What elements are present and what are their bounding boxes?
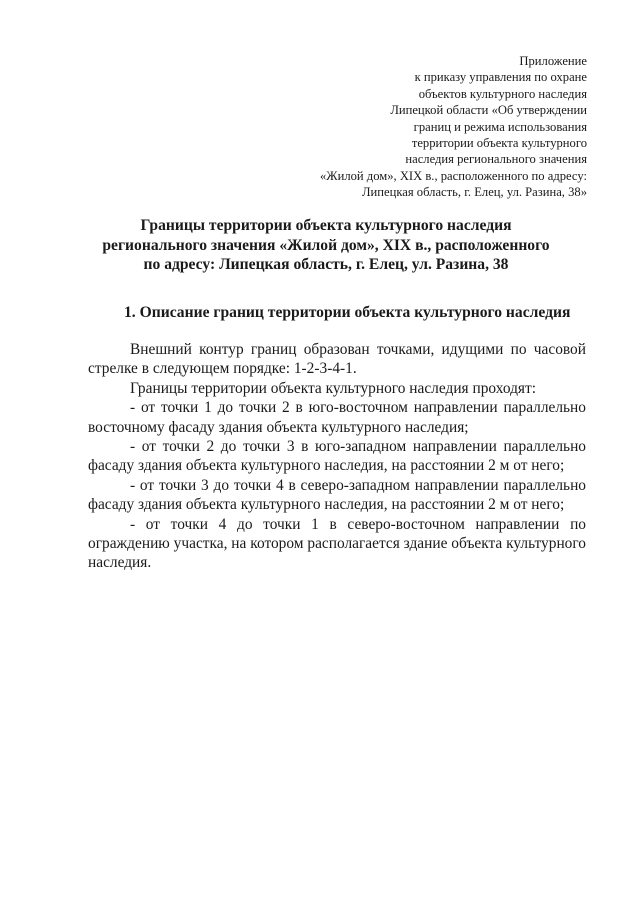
title-line: регионального значения «Жилой дом», XIX в., расположенного bbox=[102, 236, 550, 254]
appendix-line: границ и режима использования bbox=[413, 119, 587, 134]
appendix-line: Приложение bbox=[519, 54, 587, 68]
paragraph: - от точки 3 до точки 4 в северо-западном направлении параллельно фасаду здания объекта культурного наследия, на расстоянии 2 м от него; bbox=[88, 476, 586, 514]
title-line: по адресу: Липецкая область, г. Елец, ул. Разина, 38 bbox=[143, 256, 509, 273]
paragraph: - от точки 4 до точки 1 в северо-восточном направлении по ограждению участка, на котором располагается здание объекта культурного наследия. bbox=[88, 515, 586, 572]
section-body bbox=[88, 340, 586, 573]
document-title bbox=[60, 216, 592, 275]
appendix-note bbox=[247, 53, 587, 201]
appendix-line: Липецкая область, г. Елец, ул. Разина, 38» bbox=[361, 185, 587, 200]
appendix-line: «Жилой дом», XIX в., расположенного по адресу: bbox=[320, 168, 587, 183]
paragraph: - от точки 2 до точки 3 в юго-западном направлении параллельно фасаду здания объекта культурного наследия, на расстоянии 2 м от него; bbox=[88, 438, 586, 475]
paragraph: - от точки 1 до точки 2 в юго-восточном направлении параллельно восточному фасаду здания объекта культурного наследия; bbox=[88, 399, 586, 436]
appendix-line: к приказу управления по охране bbox=[414, 70, 587, 85]
section-heading: 1. Описание границ территории объекта культурного наследия bbox=[124, 304, 571, 321]
appendix-line: территории объекта культурного bbox=[411, 136, 587, 151]
appendix-line: Липецкой области «Об утверждении bbox=[390, 103, 587, 118]
appendix-line: объектов культурного наследия bbox=[418, 86, 587, 101]
paragraph: Внешний контур границ образован точками, идущими по часовой стрелке в следующем порядке: 1-2-3-4-1. bbox=[88, 341, 586, 378]
appendix-line: наследия регионального значения bbox=[405, 152, 587, 167]
paragraph: Границы территории объекта культурного наследия проходят: bbox=[130, 379, 536, 397]
title-line: Границы территории объекта культурного наследия bbox=[140, 217, 512, 234]
